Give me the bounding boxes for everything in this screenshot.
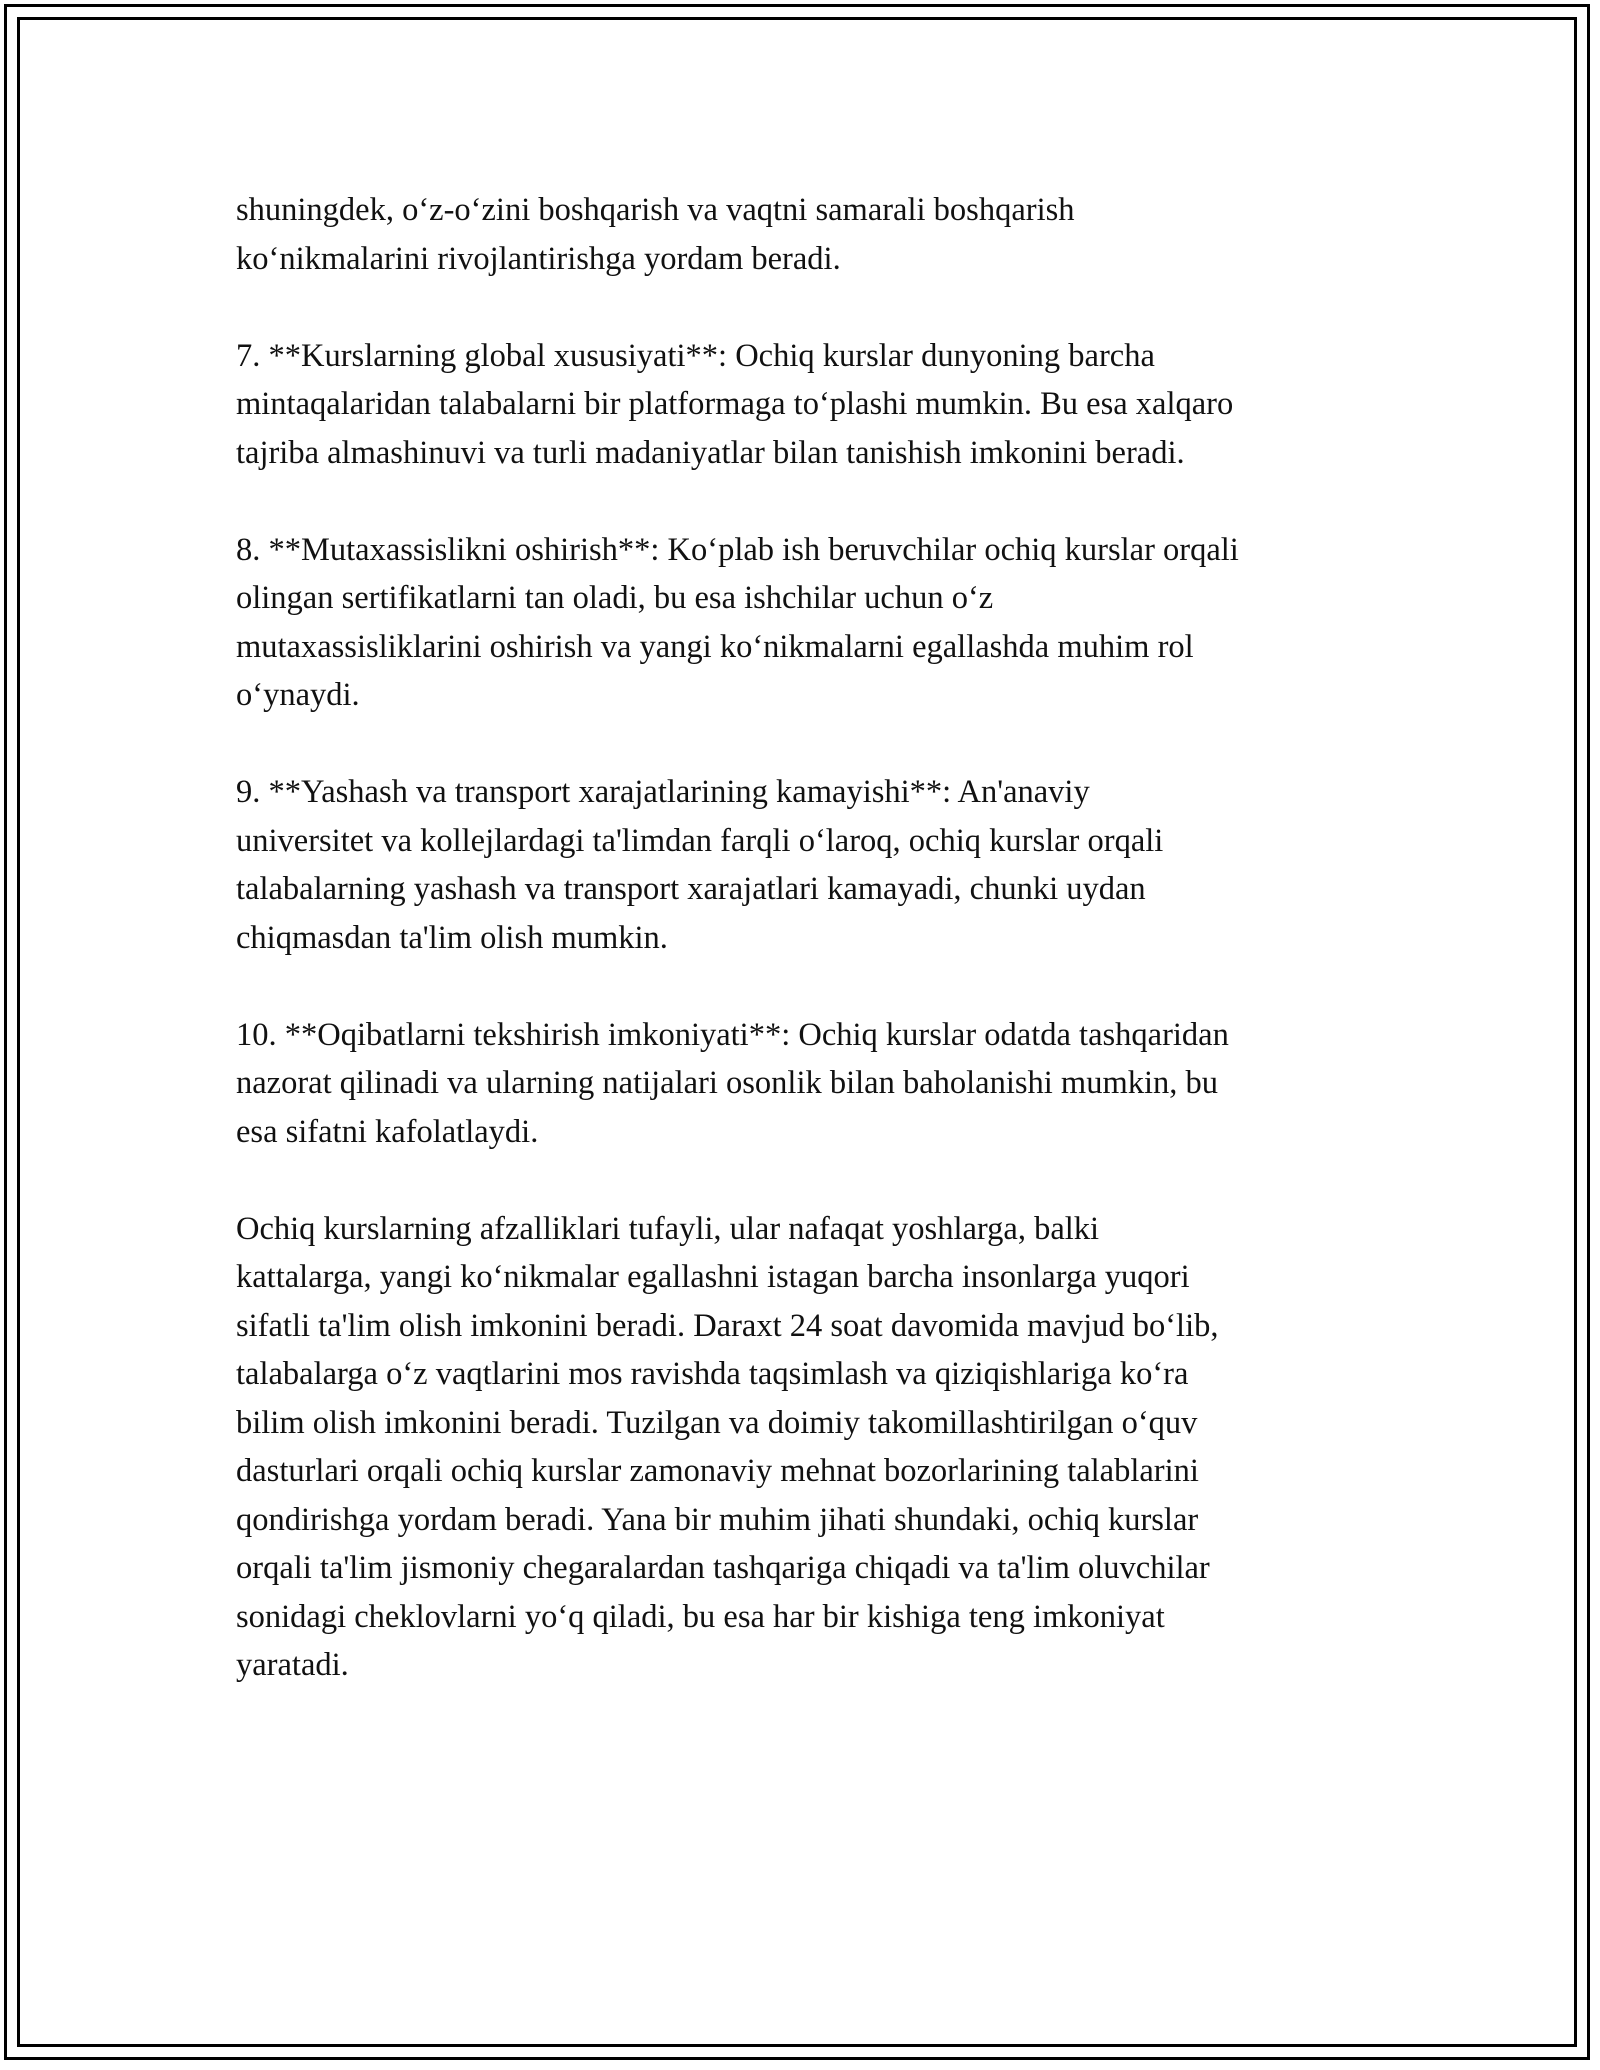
text-line: dasturlari orqali ochiq kurslar zamonaviy mehnat bozorlarining talablarini	[236, 1453, 1199, 1489]
text-line: qondirishga yordam beradi. Yana bir muhim jihati shundaki, ochiq kurslar	[236, 1501, 1199, 1538]
text-line: 9. **Yashash va transport xarajatlarining kamayishi**: An'anaviy	[236, 774, 1090, 810]
text-line: nazorat qilinadi va ularning natijalari osonlik bilan baholanishi mumkin, bu	[236, 1065, 1219, 1101]
list-item-7	[236, 332, 1386, 478]
text-line: sifatli ta'lim olish imkonini beradi. Daraxt 24 soat davomida mavjud boʻlib,	[236, 1307, 1219, 1344]
text-line: olingan sertifikatlarni tan oladi, bu esa ishchilar uchun oʻz	[236, 580, 994, 616]
text-line: talabalarning yashash va transport xarajatlari kamayadi, chunki uydan	[236, 871, 1146, 907]
list-item-8	[236, 526, 1386, 720]
text-line: 7. **Kurslarning global xususiyati**: Ochiq kurslar dunyoning barcha	[236, 337, 1155, 374]
text-line: 10. **Oqibatlarni tekshirish imkoniyati**: Ochiq kurslar odatda tashqaridan	[236, 1016, 1229, 1053]
text-line: orqali ta'lim jismoniy chegaralardan tashqariga chiqadi va ta'lim oluvchilar	[236, 1550, 1210, 1586]
text-line: mutaxassisliklarini oshirish va yangi koʻnikmalarni egallashda muhim rol	[236, 628, 1194, 665]
text-line: tajriba almashinuvi va turli madaniyatlar bilan tanishish imkonini beradi.	[236, 434, 1185, 471]
text-line: Ochiq kurslarning afzalliklari tufayli, ular nafaqat yoshlarga, balki	[236, 1210, 1100, 1247]
text-line: shuningdek, oʻz-oʻzini boshqarish va vaqtni samarali boshqarish	[236, 192, 1075, 228]
list-item-9	[236, 768, 1386, 962]
text-line: yaratadi.	[236, 1647, 349, 1683]
text-line: kattalarga, yangi koʻnikmalar egallashni istagan barcha insonlarga yuqori	[236, 1259, 1190, 1295]
conclusion-paragraph	[236, 1205, 1386, 1690]
text-line: universitet va kollejlardagi ta'limdan farqli oʻlaroq, ochiq kurslar orqali	[236, 822, 1164, 859]
paragraph-continuation	[236, 186, 1386, 283]
text-line: bilim olish imkonini beradi. Tuzilgan va doimiy takomillashtirilgan oʻquv	[236, 1404, 1198, 1441]
text-line: oʻynaydi.	[236, 677, 360, 713]
document-body	[236, 186, 1386, 1738]
text-line: talabalarga oʻz vaqtlarini mos ravishda taqsimlash va qiziqishlariga koʻra	[236, 1356, 1189, 1392]
text-line: mintaqalaridan talabalarni bir platformaga toʻplashi mumkin. Bu esa xalqaro	[236, 386, 1234, 422]
text-line: chiqmasdan ta'lim olish mumkin.	[236, 919, 668, 956]
text-line: sonidagi cheklovlarni yoʻq qiladi, bu esa har bir kishiga teng imkoniyat	[236, 1598, 1165, 1635]
text-line: esa sifatni kafolatlaydi.	[236, 1113, 539, 1150]
list-item-10	[236, 1011, 1386, 1157]
text-line: koʻnikmalarini rivojlantirishga yordam beradi.	[236, 240, 841, 277]
text-line: 8. **Mutaxassislikni oshirish**: Koʻplab ish beruvchilar ochiq kurslar orqali	[236, 531, 1239, 568]
